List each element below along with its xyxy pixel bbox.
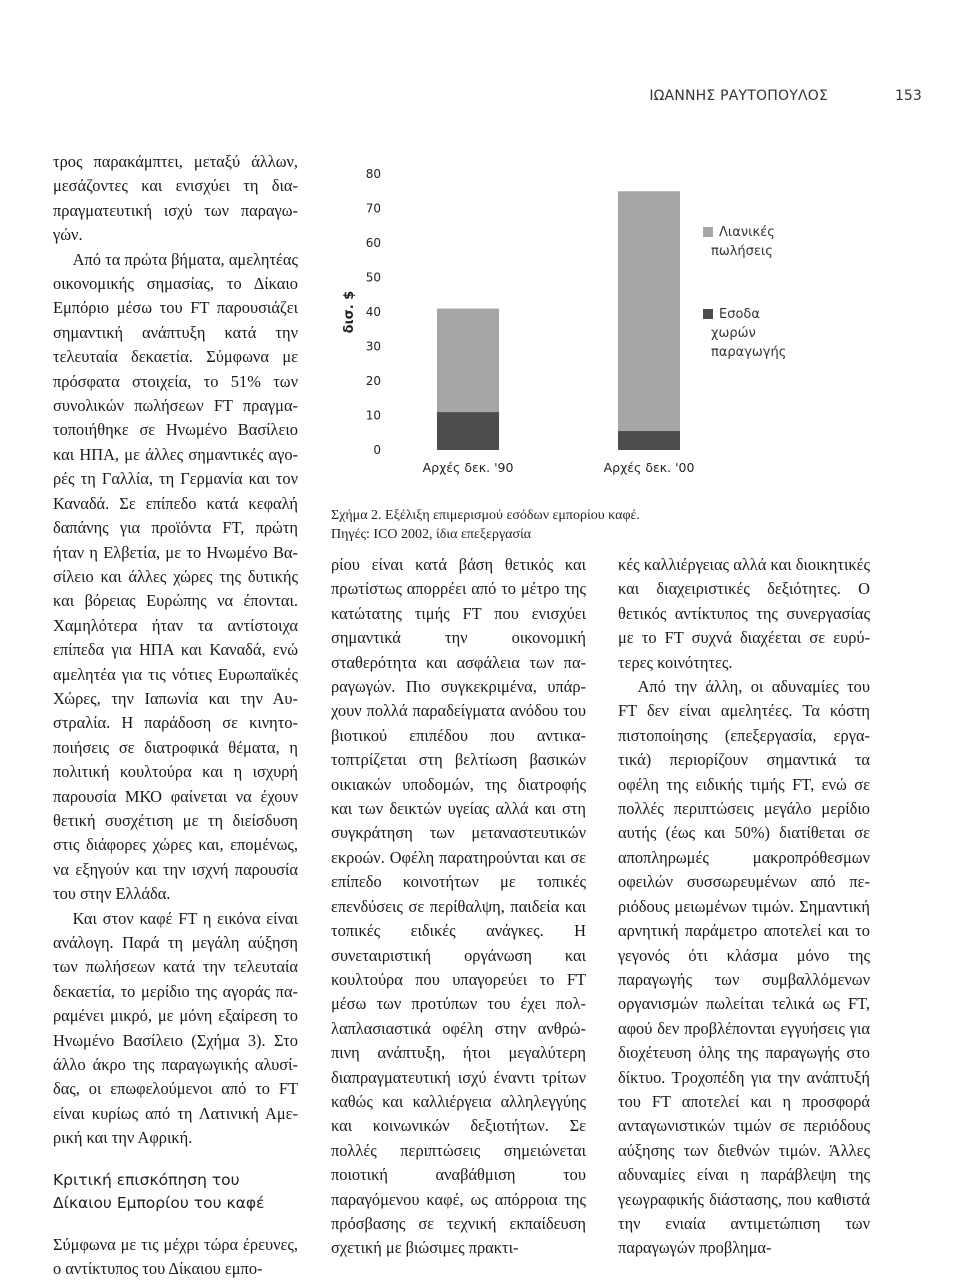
figure-caption bbox=[331, 506, 891, 544]
paragraph: ρίου είναι κατά βάση θετικός και πρωτίστως απορρέει από το μέτρο της κατώτατης τιμής FT που ενισχύει σημαντικά την οικονομική σταθερότητα και ασφάλεια των παραγωγών. Πιο συγκεκριμένα, υπάρχουν πολλά παραδείγματα ανόδου του βιοτικού επιπέδου που αντικατοπτρίζεται στη βελτίωση βασικών οικιακών υποδομών, της διατροφής και των δεικτών υγείας αλλά και στη συγκράτηση των μεταναστευτικών εκροών. Οφέλη παρατηρούνται και σε επίπεδο κοινοτήτων με τοπικές επενδύσεις σε περίθαλψη, παιδεία και τοπικές ειδικές ανάγκες. Η συνεταιριστική οργάνωση και κουλτούρα που υπαγορεύει το FT μέσω των προτύπων του έχει πολλαπλασιαστικά οφέλη στην ανθρώπινη ανάπτυξη, ήτοι μεγαλύτερη διαπραγματευτική ισχύ έναντι τρίτων καθώς και καλλιέργεια αλληλεγγύης και κοινωνικών δεξιοτήτων. Σε πολλές περιπτώσεις σημειώνεται ποιοτική αναβάθμιση του παραγόμενου καφέ, ως απόρροια της πρόσβασης σε τεχνική εκπαίδευση σχετική με βιώσιμες πρακτι- bbox=[331, 555, 586, 1258]
y-tick-label: 10 bbox=[365, 408, 381, 423]
legend-label: παραγωγής bbox=[711, 345, 787, 360]
figure-caption-source: Πηγές: ICO 2002, ίδια επεξεργασία bbox=[331, 527, 532, 542]
text-column-right bbox=[618, 553, 870, 1261]
y-tick-label: 80 bbox=[365, 167, 381, 181]
y-tick-label: 20 bbox=[365, 374, 381, 388]
paragraph: Από την άλλη, οι αδυναμίες του FT δεν είναι αμελητέες. Τα κόστη πιστοποίησης (επεξεργασία, εργατικά) περιορίζουν σημαντικά τα οφέλη της ειδικής τιμής FT, ενώ σε πολλές περιπτώσεις μεγάλο μερίδιο αυτής (έως και 50%) διατίθεται σε αποπληρωμές μακροπρόθεσμων οφειλών συσσωρευμένων από περιόδους μειωμένων τιμών. Σημαντική αρνητική παράμετρο αποτελεί και το γεγονός ότι κλάσμα μόνο της παραγωγής των συμβαλλόμενων οργανισμών πωλείται τελικά ως FT, αφού δεν προβλέπονται εγγυήσεις για διοχέτευση όλης της παραγωγής στο δίκτυο. Τροχοπέδη για την ανάπτυξή του FT αποτελεί και η προσφορά ανταγωνιστικών τιμών σε περιόδους αύξησης των διεθνών τιμών. Άλλες αδυναμίες είναι η παράβλεψη της γεωγραφικής διάστασης, που καθιστά την ενιαία αντιμετώπιση των παραγωγών προβλημα- bbox=[618, 677, 870, 1258]
bar-segment bbox=[437, 412, 499, 450]
legend-label: Λιανικές bbox=[719, 225, 775, 240]
bar-segment bbox=[437, 309, 499, 413]
legend-swatch bbox=[703, 309, 713, 319]
legend-label: Εσοδα bbox=[719, 307, 760, 322]
x-category-label: Αρχές δεκ. '90 bbox=[422, 460, 514, 475]
x-category-label: Αρχές δεκ. '00 bbox=[603, 460, 695, 475]
bar-segment bbox=[618, 191, 680, 431]
running-header bbox=[0, 86, 960, 110]
legend-label: χωρών bbox=[711, 326, 756, 341]
paragraph: τρος παρακάμπτει, μεταξύ άλλων, μεσάζοντες και ενισχύει τη διαπραγματευτική ισχύ των παραγωγών. bbox=[53, 152, 298, 245]
y-axis-label: δισ. $ bbox=[342, 290, 357, 334]
legend-label: πωλήσεις bbox=[711, 244, 773, 259]
y-tick-label: 50 bbox=[365, 270, 381, 285]
page-number: 153 bbox=[895, 88, 922, 104]
paragraph: Και στον καφέ FT η εικόνα είναι ανάλογη. Παρά τη μεγάλη αύξηση των πωλήσεων κατά την τελευταία δεκαετία, το μερίδιο της αγοράς παραμένει μικρό, με μόνη εξαίρεση το Ηνωμένο Βασίλειο (Σχήμα 3). Στο άλλο άκρο της παραγωγικής αλυσίδας, οι επωφελούμενοι από το FT είναι κυρίως από τη Λατινική Αμερική και την Αφρική. bbox=[53, 908, 298, 1148]
y-tick-label: 30 bbox=[365, 339, 381, 354]
y-tick-label: 40 bbox=[365, 305, 381, 319]
paragraph: κές καλλιέργειας αλλά και διοικητικές και διαχειριστικές δεξιότητες. Ο θετικός αντίκτυπος της συνεργασίας με το FT συχνά διαχέεται σε ευρύτερες κοινότητες. bbox=[618, 555, 870, 672]
revenue-split-chart bbox=[331, 150, 891, 500]
y-tick-label: 0 bbox=[373, 443, 381, 457]
paragraph: Σύμφωνα με τις μέχρι τώρα έρευνες, ο αντίκτυπος του Δίκαιου εμπο- bbox=[53, 1234, 298, 1279]
legend-swatch bbox=[703, 227, 713, 237]
y-tick-label: 70 bbox=[365, 201, 381, 216]
running-header-author: ΙΩΑΝΝΗΣ ΡΑΥΤΟΠΟΥΛΟΣ bbox=[649, 88, 828, 104]
text-column-middle bbox=[331, 553, 586, 1261]
figure-caption-title: Σχήμα 2. Εξέλιξη επιμερισμού εσόδων εμπορίου καφέ. bbox=[331, 508, 640, 523]
bar-segment bbox=[618, 431, 680, 450]
y-tick-label: 60 bbox=[365, 236, 381, 250]
chart-svg bbox=[331, 150, 891, 500]
text-column-left bbox=[53, 150, 298, 1281]
paragraph: Από τα πρώτα βήματα, αμελητέας οικονομικής σημασίας, το Δίκαιο Εμπόριο μέσω του FT παρουσιάζει σημαντική ανάπτυξη κατά την τελευταία δεκαετία. Σύμφωνα με πρόσφατα στοιχεία, το 51% των συνολικών πωλήσεων FT πραγματοποιήθηκε σε Ηνωμένο Βασίλειο και ΗΠΑ, με άλλες σημαντικές αγορές τη Γαλλία, τη Γερμανία και τον Καναδά. Σε επίπεδο κατά κεφαλή δαπάνης για προϊόντα FT, πρώτη ήταν η Ελβετία, με το Ηνωμένο Βασίλειο και άλλες χώρες της δυτικής και βόρειας Ευρώπης να έπονται. Χαμηλότερα ήταν τα αντίστοιχα επίπεδα για ΗΠΑ και Καναδά, ενώ αμελητέα για τις νότιες Ευρωπαϊκές Χώρες, την Ιαπωνία και την Αυστραλία. Η παράδοση σε κινητοποιήσεις σε διατροφικά θέματα, η πολιτική κουλτούρα και η ισχυρή παρουσία ΜΚΟ φαίνεται να έχουν θετική συσχέτιση με τη διείσδυση στις διάφορες χώρες και, επομένως, να εξηγούν και την ισχνή παρουσία του στην Ελλάδα. bbox=[53, 249, 298, 904]
section-heading: Κριτική επισκόπηση του Δίκαιου Εμπορίου του καφέ bbox=[53, 1170, 265, 1212]
